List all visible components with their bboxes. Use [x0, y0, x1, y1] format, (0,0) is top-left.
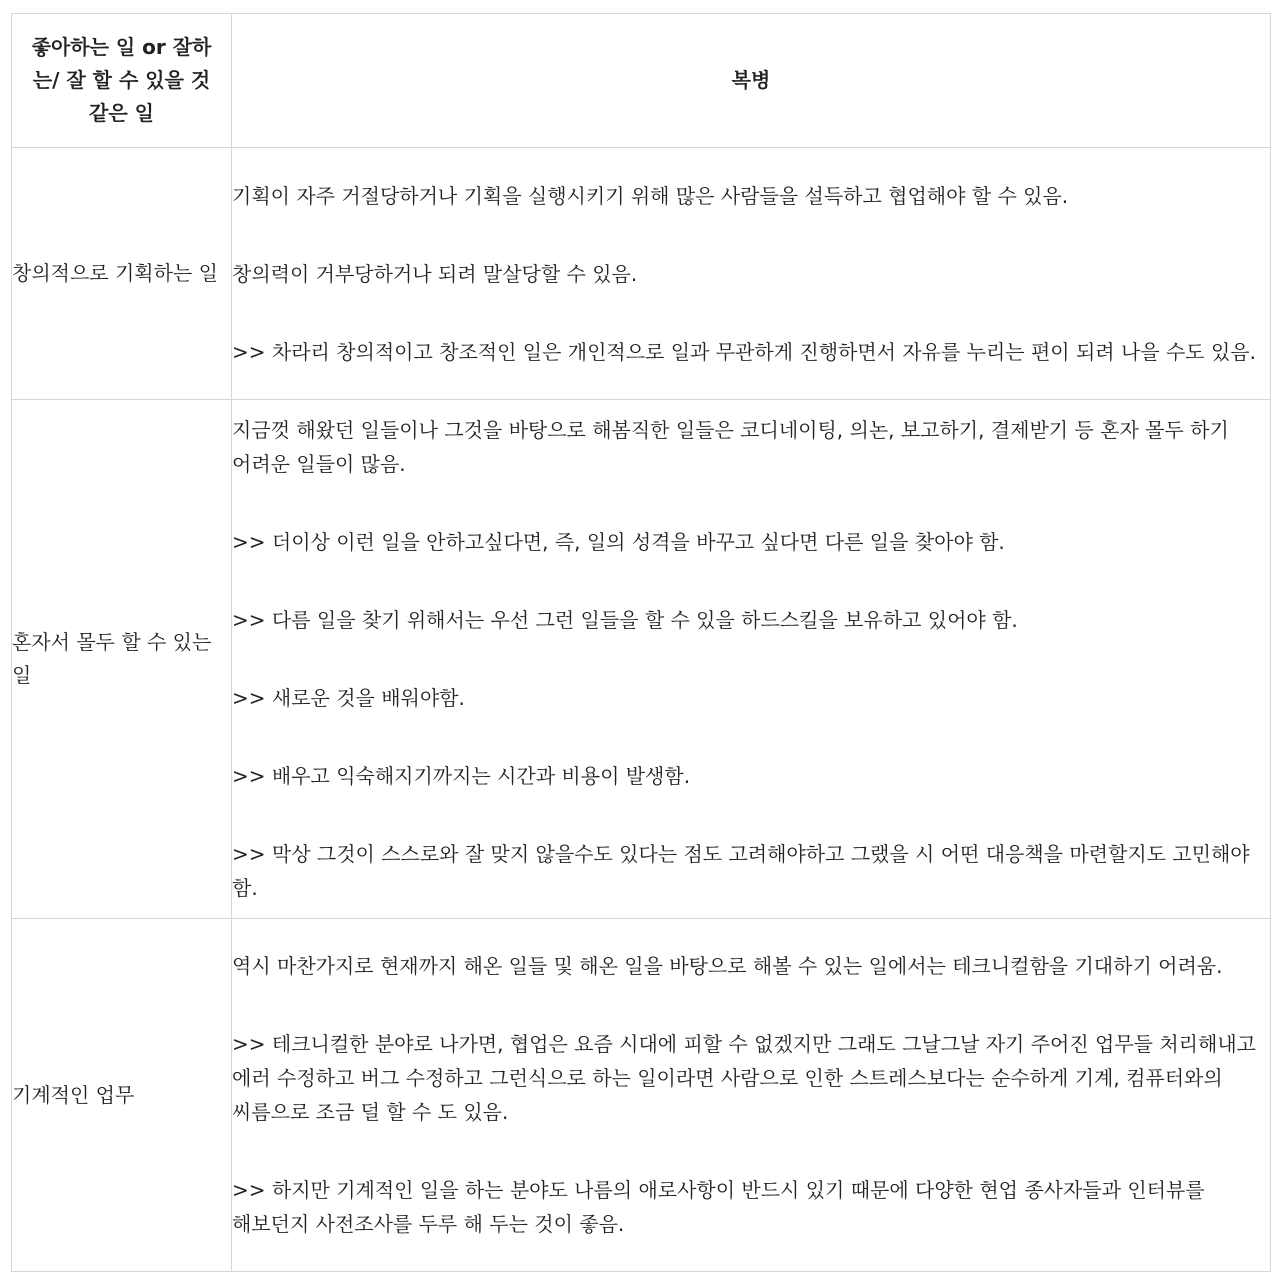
content-paragraph: >> 차라리 창의적이고 창조적인 일은 개인적으로 일과 무관하게 진행하면서 자유를 누리는 편이 되려 나을 수도 있음.	[232, 339, 1256, 364]
content-paragraph: 기획이 자주 거절당하거나 기획을 실행시키기 위해 많은 사람들을 설득하고 협업해야 할 수 있음.	[232, 183, 1069, 208]
content-paragraph: >> 다름 일을 찾기 위해서는 우선 그런 일들을 할 수 있을 하드스킬을 보유하고 있어야 함.	[232, 608, 1018, 632]
row-content	[232, 400, 1271, 919]
content-paragraph: >> 배우고 익숙해지기까지는 시간과 비용이 발생함.	[232, 764, 691, 788]
content-table	[11, 13, 1271, 1272]
row-label: 혼자서 몰두 할 수 있는 일	[12, 400, 232, 919]
content-paragraph: 창의력이 거부당하거나 되려 말살당할 수 있음.	[232, 261, 638, 286]
table-row	[12, 148, 1271, 400]
row-content	[232, 919, 1271, 1272]
content-paragraph: >> 테크니컬한 분야로 나가면, 협업은 요즘 시대에 피할 수 없겠지만 그래도 그날그날 자기 주어진 업무들 처리해내고 에러 수정하고 버그 수정하고 그런식으로 하는 일이라면 사람으로 인한 스트레스보다는 순수하게 기계, 컴퓨터와의 씨름으로 조금 덜 할 수 도 있음.	[232, 1032, 1256, 1124]
header-cell-likes: 좋아하는 일 or 잘하는/ 잘 할 수 있을 것 같은 일	[12, 14, 232, 148]
content-paragraph: 역시 마찬가지로 현재까지 해온 일들 및 해온 일을 바탕으로 해볼 수 있는 일에서는 테크니컬함을 기대하기 어려움.	[232, 954, 1223, 978]
table-row	[12, 919, 1271, 1272]
content-paragraph: >> 하지만 기계적인 일을 하는 분야도 나름의 애로사항이 반드시 있기 때문에 다양한 현업 종사자들과 인터뷰를 해보던지 사전조사를 두루 해 두는 것이 좋음.	[232, 1178, 1205, 1236]
row-label: 창의적으로 기획하는 일	[12, 148, 232, 400]
row-content	[232, 148, 1271, 400]
table-row	[12, 400, 1271, 919]
content-paragraph: >> 막상 그것이 스스로와 잘 맞지 않을수도 있다는 점도 고려해야하고 그랬을 시 어떤 대응책을 마련할지도 고민해야 함.	[232, 842, 1250, 900]
row-label: 기계적인 업무	[12, 919, 232, 1272]
header-cell-pitfalls: 복병	[232, 14, 1271, 148]
content-paragraph: >> 새로운 것을 배워야함.	[232, 686, 465, 710]
content-paragraph: 지금껏 해왔던 일들이나 그것을 바탕으로 해봄직한 일들은 코디네이팅, 의논, 보고하기, 결제받기 등 혼자 몰두 하기 어려운 일들이 많음.	[232, 418, 1229, 476]
content-paragraph: >> 더이상 이런 일을 안하고싶다면, 즉, 일의 성격을 바꾸고 싶다면 다른 일을 찾아야 함.	[232, 530, 1005, 554]
table-header-row	[12, 14, 1271, 148]
